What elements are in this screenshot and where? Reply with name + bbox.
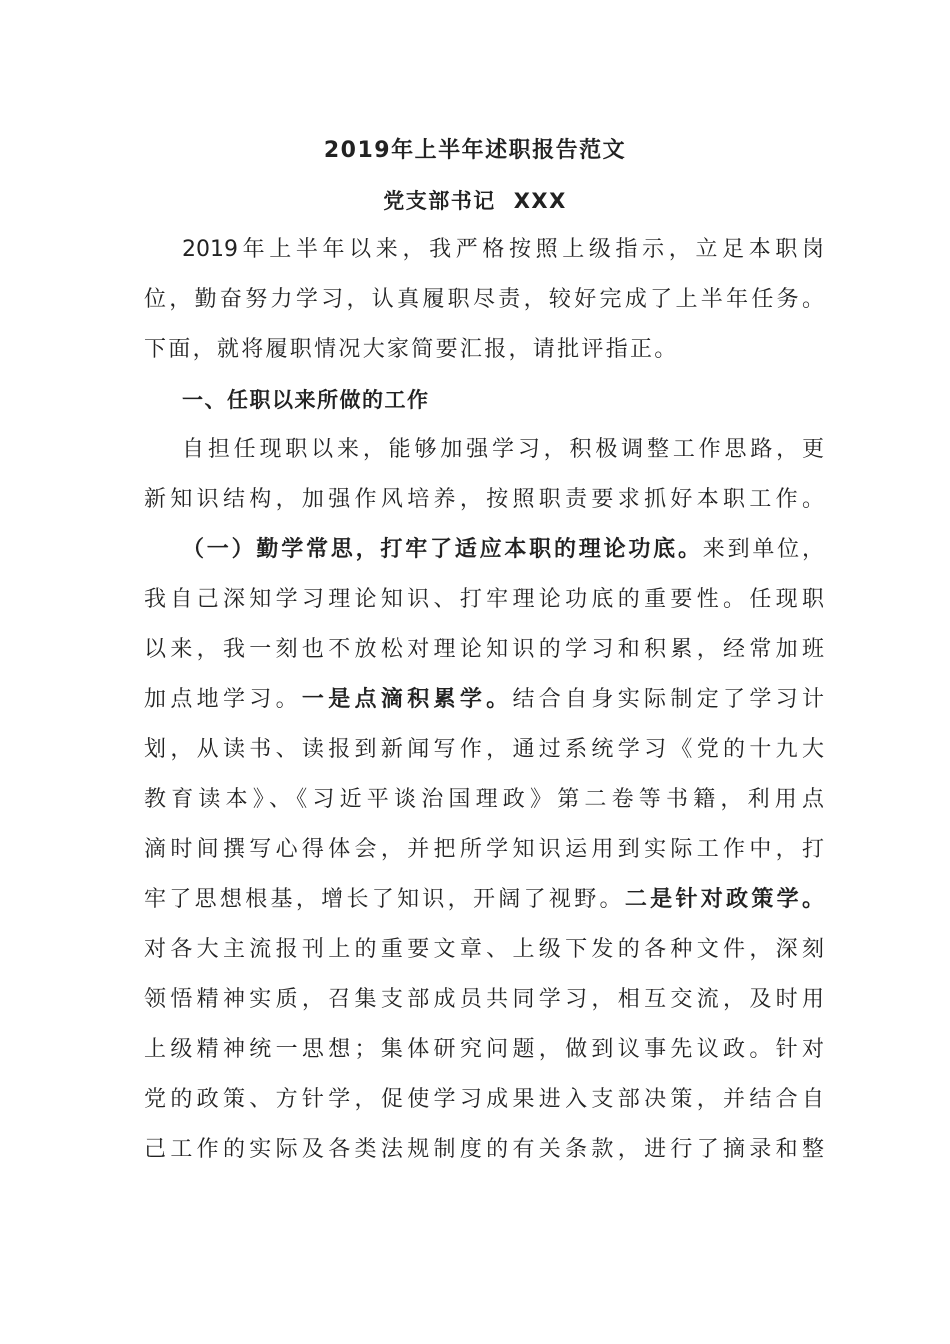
subsection1-line-9: 对各大主流报刊上的重要文章、上级下发的各种文件，深刻 [144, 937, 824, 962]
subsection1-line-1-rest: 来到单位， [702, 537, 824, 562]
intro-line-3: 下面，就将履职情况大家简要汇报，请批评指正。 [144, 337, 679, 362]
intro-line-1: 2019年上半年以来，我严格按照上级指示，立足本职岗 [182, 237, 824, 262]
subsection1-line-1 [182, 530, 824, 570]
section1-p1-line-2: 新知识结构，加强作风培养，按照职责要求抓好本职工作。 [144, 487, 824, 512]
subsection1-line-6: 教育读本》、《习近平谈治国理政》第二卷等书籍，利用点 [144, 787, 824, 812]
document-title: 2019年上半年述职报告范文 [323, 138, 627, 163]
subsection1-line-13: 己工作的实际及各类法规制度的有关条款，进行了摘录和整 [144, 1137, 824, 1162]
subsection1-line-8-a: 牢了思想根基，增长了知识，开阔了视野。 [144, 887, 625, 912]
section-heading-1: 一、任职以来所做的工作 [182, 388, 430, 412]
subsection1-line-4-a: 加点地学习。 [144, 687, 302, 712]
intro-line-2: 位，勤奋努力学习，认真履职尽责，较好完成了上半年任务。 [144, 287, 824, 312]
point-heading-2: 二是针对政策学。 [624, 887, 824, 912]
subsection1-line-10: 领悟精神实质，召集支部成员共同学习，相互交流，及时用 [144, 987, 824, 1012]
subsection1-line-4 [144, 680, 824, 720]
author-role: 党支部书记 [383, 189, 496, 213]
subsection1-line-5: 划，从读书、读报到新闻写作，通过系统学习《党的十九大 [144, 737, 824, 762]
author-name: XXX [513, 189, 567, 213]
subsection1-line-11: 上级精神统一思想；集体研究问题，做到议事先议政。针对 [144, 1037, 824, 1062]
subsection1-line-8 [144, 880, 824, 920]
point-heading-1: 一是点滴积累学。 [301, 687, 513, 712]
subsection1-line-4-b: 结合自身实际制定了学习计 [512, 687, 824, 712]
subsection1-line-3: 以来，我一刻也不放松对理论知识的学习和积累，经常加班 [144, 637, 824, 662]
subsection1-line-12: 党的政策、方针学，促使学习成果进入支部决策，并结合自 [144, 1087, 824, 1112]
subsection1-line-2: 我自己深知学习理论知识、打牢理论功底的重要性。任现职 [144, 587, 824, 612]
subsection-heading-1: （一）勤学常思，打牢了适应本职的理论功底。 [182, 537, 703, 562]
section1-p1-line-1: 自担任现职以来，能够加强学习，积极调整工作思路，更 [182, 437, 824, 462]
document-author-line [0, 183, 950, 219]
subsection1-line-7: 滴时间撰写心得体会，并把所学知识运用到实际工作中，打 [144, 837, 824, 862]
